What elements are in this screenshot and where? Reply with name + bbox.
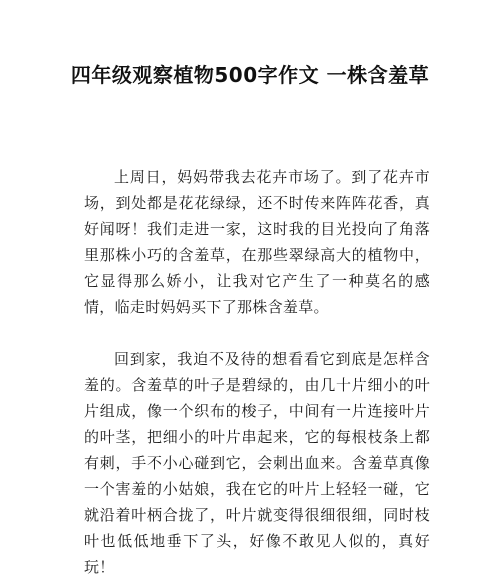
page-title: 四年级观察植物500字作文 一株含羞草 [70, 63, 430, 87]
paragraph-2: 回到家，我迫不及待的想看看它到底是怎样含羞的。含羞草的叶子是碧绿的，由几十片细小的叶片组成，像一个织布的梭子，中间有一片连接叶片的叶茎，把细小的叶片串起来，它的每根枝条上都有刺，手不小心碰到它，会刺出血来。含羞草真像一个害羞的小姑娘，我在它的叶片上轻轻一碰，它就沿着叶柄合拢了，叶片就变得很细很细，同时枝叶也低低地垂下了头，好像不敢见人似的，真好玩！ [84, 350, 430, 576]
paragraph-1: 上周日，妈妈带我去花卉市场了。到了花卉市场，到处都是花花绿绿，还不时传来阵阵花香，真好闻呀！我们走进一家，这时我的目光投向了角落里那株小巧的含羞草，在那些翠绿高大的植物中，它显得那么娇小，让我对它产生了一种莫名的感情，临走时妈妈买下了那株含羞草。 [84, 168, 430, 316]
article-body [84, 164, 430, 580]
